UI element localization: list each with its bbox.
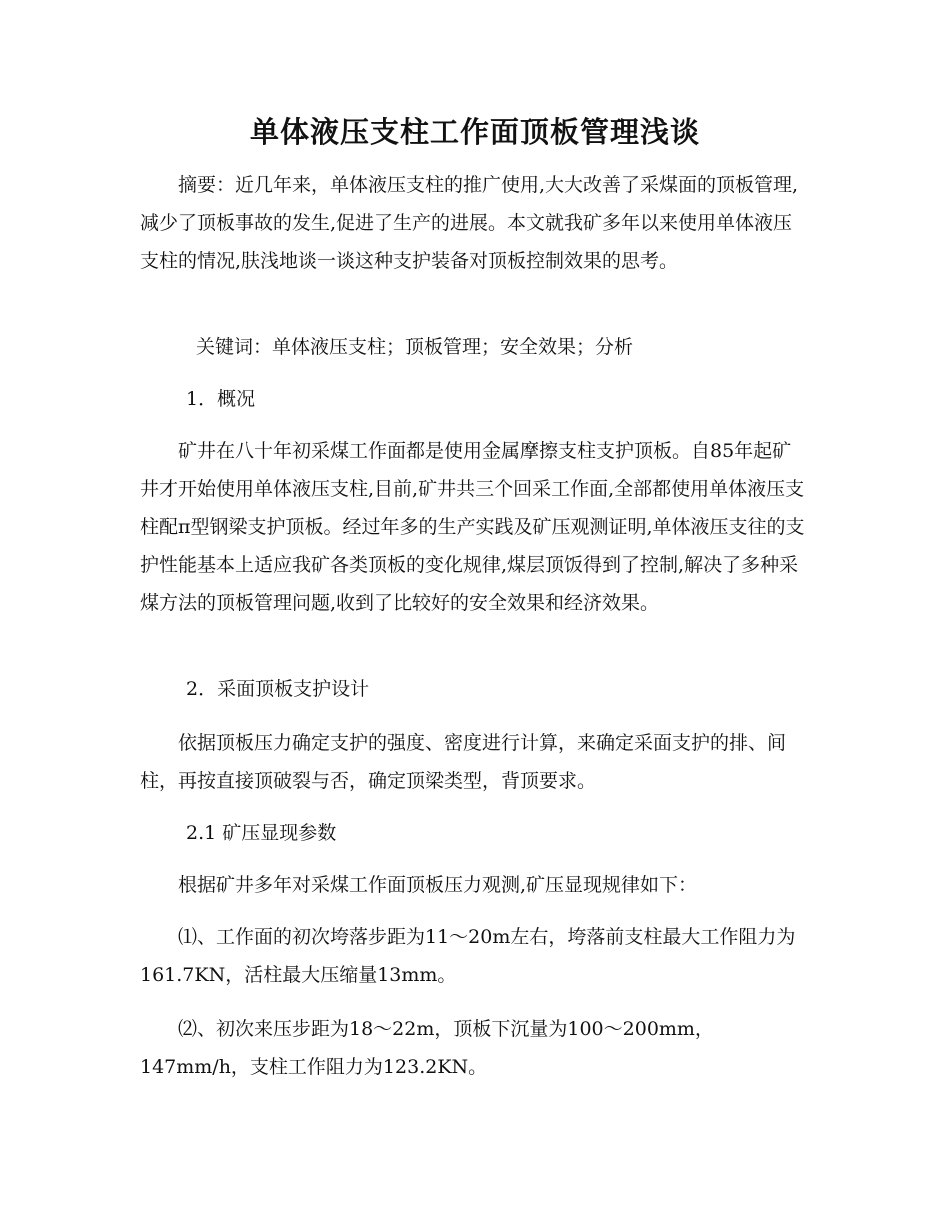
document-title: 单体液压支柱工作面顶板管理浅谈 — [249, 115, 700, 149]
list-item-2: ⑵、初次来压步距为18～22m，顶板下沉量为100～200mm，147mm/h，支柱工作阻力为123.2KN。 — [140, 1018, 714, 1078]
section-2-1-heading: 2.1 矿压显现参数 — [186, 822, 337, 844]
section-1-heading: 1．概况 — [186, 388, 256, 410]
section-2-paragraph: 依据顶板压力确定支护的强度、密度进行计算，来确定采面支护的排、间柱，再按直接顶破裂与否，确定顶梁类型，背顶要求。 — [140, 732, 787, 792]
section-2-1-paragraph: 根据矿井多年对采煤工作面顶板压力观测,矿压显现规律如下： — [178, 874, 698, 896]
section-2-heading: 2．采面顶板支护设计 — [186, 678, 370, 700]
abstract-paragraph: 摘要：近几年来，单体液压支柱的推广使用,大大改善了采煤面的顶板管理,减少了顶板事故的发生,促进了生产的进展。本文就我矿多年以来使用单体液压支柱的情况,肤浅地谈一谈这种支护装备对顶板控制效果的思考。 — [140, 174, 799, 272]
section-1-paragraph: 矿井在八十年初采煤工作面都是使用金属摩擦支柱支护顶板。自85年起矿井才开始使用单体液压支柱,目前,矿井共三个回采工作面,全部都使用单体液压支柱配π型钢梁支护顶板。经过年多的生产实践及矿压观测证明,单体液压支往的支护性能基本上适应我矿各类顶板的变化规律,煤层顶饭得到了控制,解决了多种采煤方法的顶板管理问题,收到了比较好的安全效果和经济效果。 — [140, 440, 805, 614]
list-item-1: ⑴、工作面的初次垮落步距为11～20m左右，垮落前支柱最大工作阻力为161.7KN，活柱最大压缩量13mm。 — [140, 926, 796, 986]
keywords-line: 关键词：单体液压支柱；顶板管理；安全效果；分析 — [196, 336, 634, 358]
